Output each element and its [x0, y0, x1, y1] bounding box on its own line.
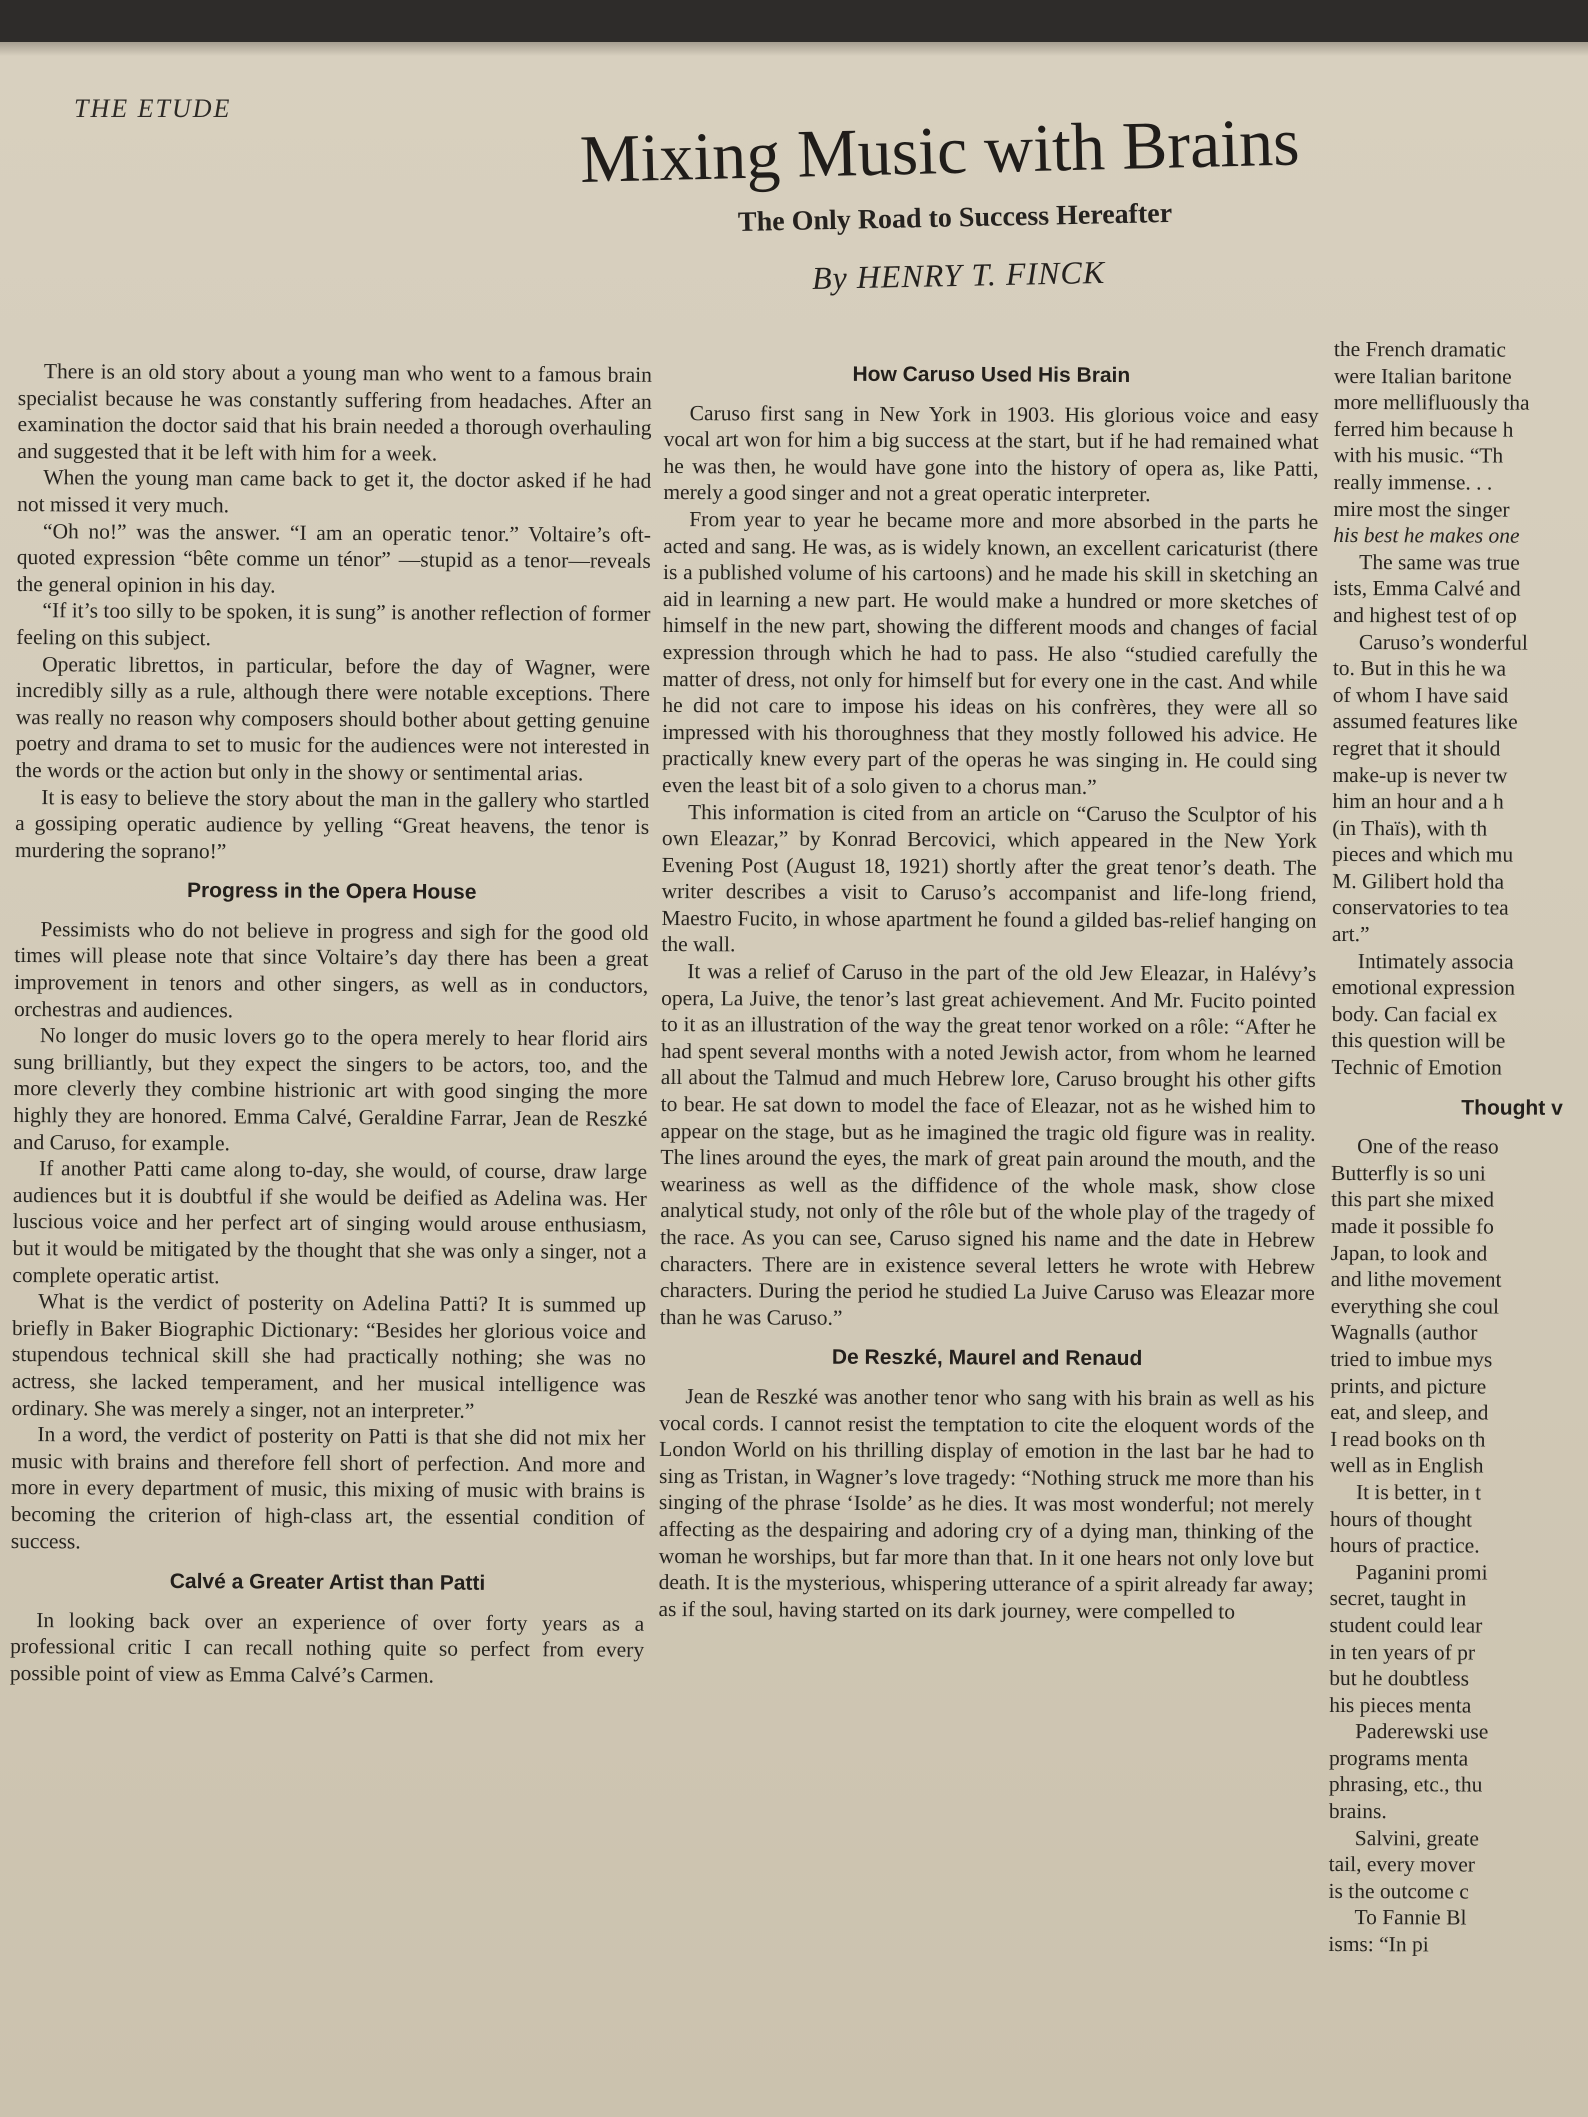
line: Paganini promi [1355, 1559, 1488, 1585]
line: Wagnalls (author [1330, 1320, 1478, 1345]
paragraph: No longer do music lovers go to the opera merely to hear florid airs sung brilliantly, but they expect the singers to be actors, too, and the more cleverly they combine histrionic art with good singing the more highly they are honored. Emma Calvé, Geraldine Farrar, Jean de Reszké and Caruso, for example. [13, 1023, 648, 1155]
line: The same was true [1359, 549, 1520, 575]
line: eat, and sleep, and [1330, 1400, 1489, 1425]
line: to. But in this he wa [1332, 656, 1507, 681]
line: art.” [1331, 922, 1370, 947]
line: isms: “In pi [1328, 1932, 1429, 1957]
article-byline: By HENRY T. FINCK [811, 253, 1106, 296]
line: of whom I have said [1332, 682, 1509, 708]
paragraph: What is the verdict of posterity on Adelina Patti? It is summed up briefly in Baker Biographic Dictionary: “Besides her glorious voice and stupendous technical skill she had practically nothing; she was no actress, she lacked temperament, and her musical intelligence was ordinary. She was merely a singer, not an interpreter.” [11, 1289, 647, 1423]
line: It is better, in t [1355, 1480, 1482, 1505]
line: brains. [1328, 1799, 1387, 1824]
line: phrasing, etc., thu [1328, 1772, 1483, 1797]
line: the French dramatic [1333, 337, 1506, 362]
section-heading: Progress in the Opera House [186, 879, 477, 905]
line: I read books on th [1330, 1426, 1486, 1452]
paragraph: “Oh no!” was the answer. “I am an operatic tenor.” Voltaire’s oft-quoted expression “bête comme un ténor” —stupid as a tenor—reveals the general opinion in his day. [16, 518, 652, 598]
line: conservatories to tea [1331, 895, 1509, 921]
line: mire most the singer [1333, 496, 1510, 522]
line: is the outcome c [1328, 1878, 1469, 1904]
line: hours of thought [1329, 1506, 1473, 1532]
paragraph: It was a relief of Caruso in the part of the old Jew Eleazar, in Halévy’s opera, La Juive, the tenor’s last great achievement. And Mr. Fucito pointed to it as an illustration of the way the great tenor worked on a rôle: “After he had spent several months with a noted Jewish actor, from whom he learned all about the Talmud and much Hebrew lore, Caruso brought his other gifts to bear. He sat down to model the face of Eleazar, not as he wished him to appear on the stage, but as he imagined the tragic old figure was in reality. The lines around the eyes, the mark of great pain around the mouth, and the weariness as well as the diffidence of the whole mask, show close analytical study, not only of the rôle but of the whole play of the tragedy of the race. As you can see, Caruso signed his name and the date in Hebrew characters. There are in existence several letters he wrote with Hebrew characters. During the period he studied La Juive Caruso was Eleazar more than he was Caruso.” [659, 959, 1317, 1330]
line: programs menta [1328, 1745, 1469, 1771]
article-subtitle: The Only Road to Success Hereafter [737, 197, 1173, 238]
paragraph: Operatic librettos, in particular, before the day of Wagner, were incredibly silly as a rule, although there were notable exceptions. There was really no reason why composers should bother about getting genuine poetry and drama to set to music for the audiences were not interested in the words or the action but only in the showy or sentimental arias. [15, 651, 651, 786]
line: prints, and picture [1330, 1373, 1487, 1399]
line: Salvini, greate [1354, 1825, 1479, 1851]
line: ferred him because h [1333, 416, 1514, 442]
line: pieces and which mu [1332, 842, 1514, 867]
paragraph: This information is cited from an article on “Caruso the Sculptor of his own Eleazar,” by Konrad Bercovici, which appeared in the New York Evening Post (August 18, 1921) shortly after the great tenor’s death. The writer describes a visit to Caruso’s accompanist and life-long friend, Maestro Fucito, in whose apartment he found a gilded bas-relief hanging on the wall. [661, 799, 1318, 957]
line: and highest test of op [1332, 602, 1517, 628]
line: ists, Emma Calvé and [1333, 576, 1521, 601]
paragraph: It is easy to believe the story about the man in the gallery who startled a gossiping operatic audience by yelling “Great heavens, the tenor is murdering the soprano!” [14, 784, 650, 863]
section-heading: De Reszké, Maurel and Renaud [831, 1346, 1143, 1371]
paragraph: From year to year he became more and more absorbed in the parts he acted and sang. He was, as is widely known, an excellent caricaturist (there is a published volume of his cartoons) and he made his skill in sketching an aid in learning a new part. He would make a hundred or more sketches of himself in the new part, showing the different moods and changes of facial expression through which he had to pass. He also “studied carefully the matter of dress, not only for himself but for every one in the cast. And while he did not care to impose his ideas on his confrères, they were all so impressed with his thoroughness that they mostly followed his advice. He practically knew every part of the operas he was singing in. He could sing even the least bit of a solo given to a chorus man.” [662, 507, 1319, 799]
line: more mellifluously tha [1333, 390, 1530, 415]
line: M. Gilibert hold tha [1332, 868, 1505, 894]
paragraph: In looking back over an experience of over forty years as a professional critic I can recall nothing quite so perfect from every possible point of view as Emma Calvé’s Carmen. [9, 1607, 645, 1688]
page-edge-shadow [0, 42, 1588, 56]
paragraph: Jean de Reszké was another tenor who sang with his brain as well as his vocal cords. I cannot resist the temptation to cite the eloquent words of the London World on his thrilling display of emotion in the last bar he had to sing as Tristan, in Wagner’s love tragedy: “Nothing struck me more than his singing of the phrase ‘Isolde’ as he dies. It was most wonderful; not merely affecting as the despairing and adoring cry of a dying man, thinking of the woman he worships, but far more than that. In it one hears not only love but death. It is the mysterious, whispering utterance of a spirit already far away; as if the soul, having started on its dark journey, were compelled to [658, 1384, 1315, 1624]
section-heading: How Caruso Used His Brain [852, 362, 1131, 388]
line: in ten years of pr [1329, 1639, 1476, 1665]
line: this part she mixed [1330, 1187, 1495, 1212]
line: but he doubtless [1329, 1666, 1470, 1691]
paragraph: When the young man came back to get it, the doctor asked if he had not missed it very much. [17, 465, 652, 518]
line: Intimately associa [1357, 948, 1514, 974]
paragraph: In a word, the verdict of posterity on Patti is that she did not mix her music with brains and therefore fell short of perfection. And more and more in every department of music, this mixing of music with brains is becoming the criterion of high-class art, the essential condition of success. [10, 1422, 646, 1553]
line: emotional expression [1331, 975, 1516, 1000]
line: Japan, to look and [1330, 1240, 1488, 1266]
article-title: Mixing Music with Brains [579, 103, 1301, 197]
line: his pieces menta [1329, 1692, 1472, 1718]
line: tried to imbue mys [1330, 1346, 1493, 1372]
line: were Italian baritone [1333, 363, 1512, 389]
line: One of the reaso [1357, 1134, 1499, 1159]
paragraph: Caruso first sang in New York in 1903. His glorious voice and easy vocal art won for him a big success at the start, but if he had remained what he was then, he would have gone into the history of opera as, like Patti, merely a good singer and not a great operatic interpreter. [663, 400, 1319, 507]
line: secret, taught in [1329, 1586, 1467, 1611]
line: hours of practice. [1329, 1533, 1480, 1558]
line: well as in English [1330, 1453, 1484, 1478]
paragraph: Pessimists who do not believe in progress and sigh for the good old times will please note that since Voltaire’s day there has been a great improvement in tenors and other singers, as well as in conductors, orchestras and audiences. [13, 917, 649, 1022]
line: this question will be [1331, 1028, 1506, 1054]
column-2 [658, 347, 1319, 1625]
section-heading: Thought v [1461, 1096, 1563, 1120]
magazine-page [0, 42, 1588, 2117]
line: his best he makes one [1333, 523, 1520, 548]
running-head: THE ETUDE [74, 94, 232, 123]
section-heading: Calvé a Greater Artist than Patti [169, 1570, 486, 1596]
column-3 [1328, 336, 1588, 1959]
line: Paderewski use [1355, 1719, 1489, 1744]
paragraph: If another Patti came along to-day, she would, of course, draw large audiences but it is doubtful if she would be deified as Adelina was. Her luscious voice and her perfect art of singing would arouse enthusiasm, but it would be mitigated by the thought that she was only a singer, not a complete operatic artist. [12, 1156, 648, 1288]
line: body. Can facial ex [1331, 1001, 1498, 1027]
line: regret that it should [1332, 735, 1501, 761]
line: make-up is never tw [1332, 762, 1508, 788]
line: and lithe movement [1330, 1267, 1502, 1292]
line: him an hour and a h [1332, 789, 1504, 814]
line: really immense. . . [1333, 469, 1493, 495]
paragraph: There is an old story about a young man who went to a famous brain specialist because he was constantly suffering from headaches. After an examination the doctor said that his brain needed a thorough overhauling and suggested that it be left with him for a week. [17, 359, 652, 466]
paragraph: “If it’s too silly to be spoken, it is sung” is another reflection of former feeling on this subject. [16, 598, 651, 651]
column-1 [10, 358, 652, 1690]
line: student could lear [1329, 1612, 1483, 1638]
line: with his music. “Th [1333, 443, 1504, 468]
line: Caruso’s wonderful [1358, 629, 1528, 655]
line: assumed features like [1332, 709, 1518, 734]
line: made it possible fo [1330, 1213, 1494, 1239]
line: Butterfly is so uni [1331, 1160, 1486, 1186]
line: To Fannie Bl [1354, 1905, 1467, 1930]
line: everything she coul [1330, 1293, 1500, 1319]
line: (in Thaïs), with th [1332, 815, 1488, 841]
line: Technic of Emotion [1331, 1055, 1502, 1080]
line: tail, every mover [1328, 1852, 1475, 1877]
